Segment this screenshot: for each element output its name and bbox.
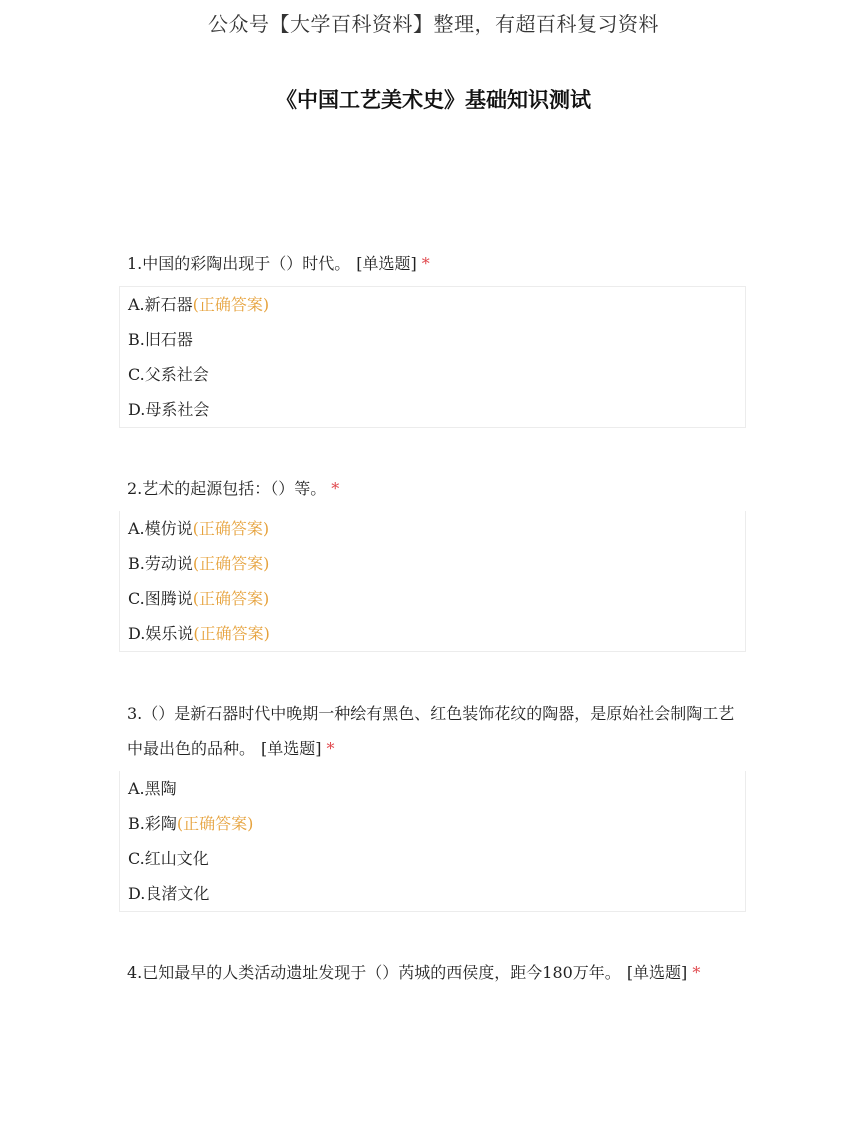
option-list-2 [119,511,746,652]
option-label: C.红山文化 [128,849,209,868]
question-text: 4.已知最早的人类活动遗址发现于（）芮城的西侯度，距今180万年。 [127,963,621,982]
option-d[interactable] [120,392,745,427]
option-label: A.新石器 [128,295,193,314]
document-title: 《中国工艺美术史》基础知识测试 [276,88,591,112]
correct-answer-tag: (正确答案) [192,589,270,608]
option-b[interactable] [120,546,745,581]
option-c[interactable] [120,841,745,876]
option-label: D.良渚文化 [128,884,210,903]
question-1 [127,246,747,281]
question-4 [127,955,747,990]
option-label: B.旧石器 [128,330,193,349]
option-label: A.黑陶 [128,779,177,798]
question-2 [127,471,747,506]
required-mark: * [331,479,340,498]
correct-answer-tag: (正确答案) [176,814,254,833]
option-c[interactable] [120,357,745,392]
option-label: C.父系社会 [128,365,209,384]
correct-answer-tag: (正确答案) [192,295,270,314]
option-d[interactable] [120,876,745,911]
option-label: D.母系社会 [128,400,210,419]
question-3 [127,696,747,766]
question-type-tag: [单选题] [261,739,322,758]
required-mark: * [692,963,701,982]
option-d[interactable] [120,616,745,651]
required-mark: * [421,254,430,273]
correct-answer-tag: (正确答案) [192,554,270,573]
option-b[interactable] [120,322,745,357]
option-a[interactable] [120,287,745,322]
header-note: 公众号【大学百科资料】整理，有超百科复习资料 [208,12,659,36]
question-text: 3.（）是新石器时代中晚期一种绘有黑色、红色装饰花纹的陶器，是原始社会制陶工艺中最出色的品种。 [127,704,735,758]
option-list-1 [119,286,746,428]
question-text: 1.中国的彩陶出现于（）时代。 [127,254,351,273]
correct-answer-tag: (正确答案) [192,519,270,538]
question-type-tag: [单选题] [356,254,417,273]
option-label: B.彩陶 [128,814,177,833]
option-list-3 [119,771,746,912]
correct-answer-tag: (正确答案) [193,624,270,643]
option-label: A.模仿说 [128,519,193,538]
option-label: B.劳动说 [128,554,193,573]
question-type-tag: [单选题] [626,963,688,982]
option-a[interactable] [120,771,745,806]
option-label: C.图腾说 [128,589,193,608]
option-label: D.娱乐说 [128,624,194,643]
option-b[interactable] [120,806,745,841]
question-text: 2.艺术的起源包括：（）等。 [127,479,327,498]
option-a[interactable] [120,511,745,546]
option-c[interactable] [120,581,745,616]
required-mark: * [326,739,335,758]
